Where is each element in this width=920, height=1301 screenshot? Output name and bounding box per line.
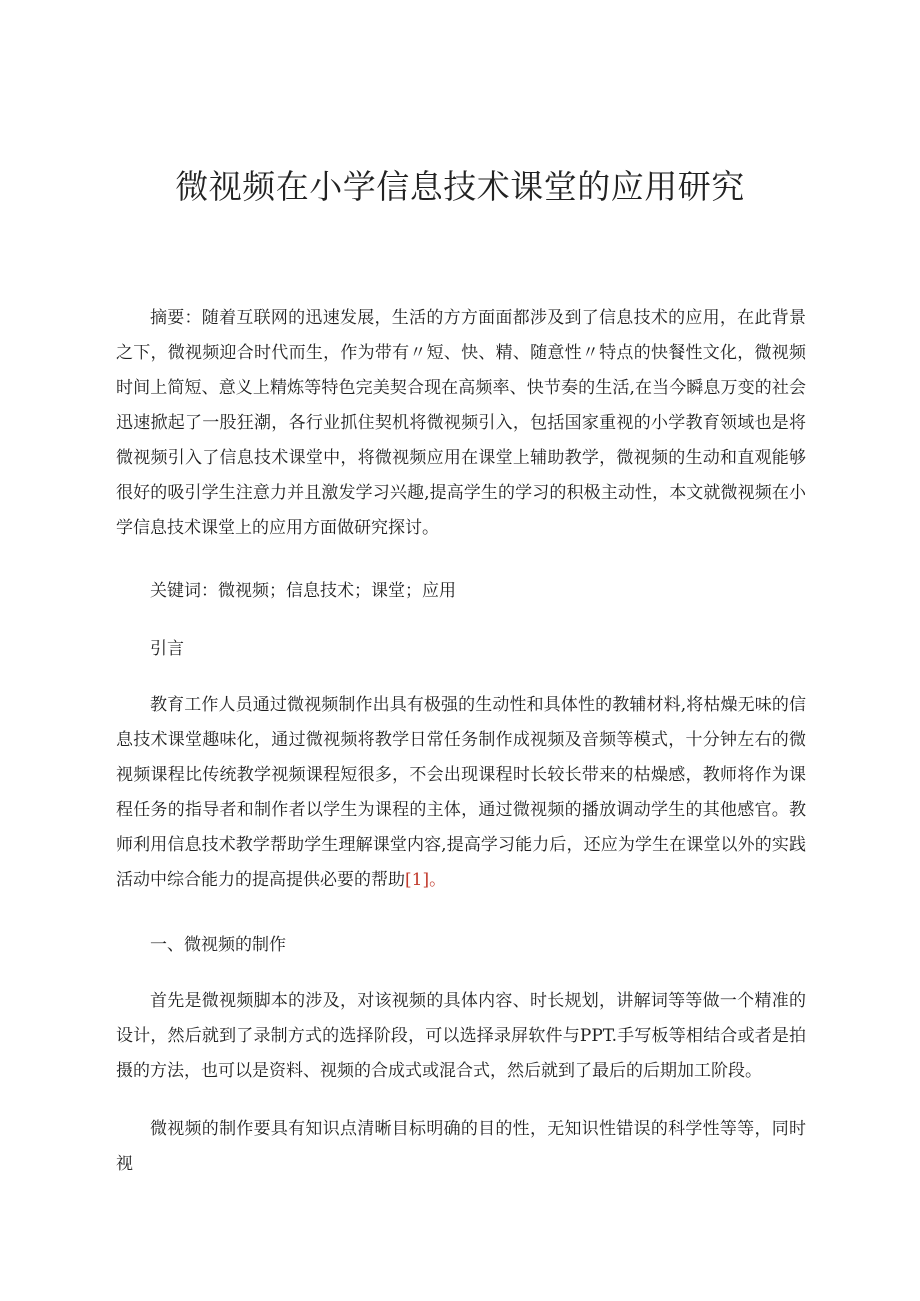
document-title: 微视频在小学信息技术课堂的应用研究 bbox=[175, 167, 745, 206]
section-heading-1: 一、微视频的制作 bbox=[150, 935, 286, 955]
keywords-line: 关键词：微视频；信息技术；课堂；应用 bbox=[150, 581, 456, 601]
intro-text: 教育工作人员通过微视频制作出具有极强的生动性和具体性的教辅材料,将枯燥无味的信息技术课堂趣味化，通过微视频将教学日常任务制作成视频及音频等模式，十分钟左右的微视频课程比传统教学视频课程短很多，不会出现课程时长较长带来的枯燥感，教师将作为课程任务的指导者和制作者以学生为课程的主体，通过微视频的播放调动学生的其他感官。教师利用信息技术教学帮助学生理解课堂内容,提高学习能力后，还应为学生在课堂以外的实践活动中综合能力的提高提供必要的帮助 bbox=[116, 695, 806, 890]
citation-reference[interactable]: [1]。 bbox=[405, 870, 447, 890]
intro-heading: 引言 bbox=[150, 639, 184, 659]
section1-paragraph-2: 微视频的制作要具有知识点清晰目标明确的目的性，无知识性错误的科学性等等，同时视 bbox=[116, 1119, 806, 1174]
section1-paragraph-1: 首先是微视频脚本的涉及，对该视频的具体内容、时长规划，讲解词等等做一个精准的设计，然后就到了录制方式的选择阶段，可以选择录屏软件与PPT.手写板等相结合或者是拍摄的方法，也可以是资料、视频的合成式或混合式，然后就到了最后的后期加工阶段。 bbox=[116, 991, 806, 1081]
abstract-paragraph: 摘要：随着互联网的迅速发展，生活的方方面面都涉及到了信息技术的应用，在此背景之下，微视频迎合时代而生，作为带有〃短、快、精、随意性〃特点的快餐性文化，微视频时间上简短、意义上精炼等特色完美契合现在高频率、快节奏的生活,在当今瞬息万变的社会迅速掀起了一股狂潮，各行业抓住契机将微视频引入，包括国家重视的小学教育领域也是将微视频引入了信息技术课堂中，将微视频应用在课堂上辅助教学，微视频的生动和直观能够很好的吸引学生注意力并且激发学习兴趣,提高学生的学习的积极主动性，本文就微视频在小学信息技术课堂上的应用方面做研究探讨。 bbox=[116, 308, 806, 538]
intro-paragraph bbox=[116, 688, 806, 898]
